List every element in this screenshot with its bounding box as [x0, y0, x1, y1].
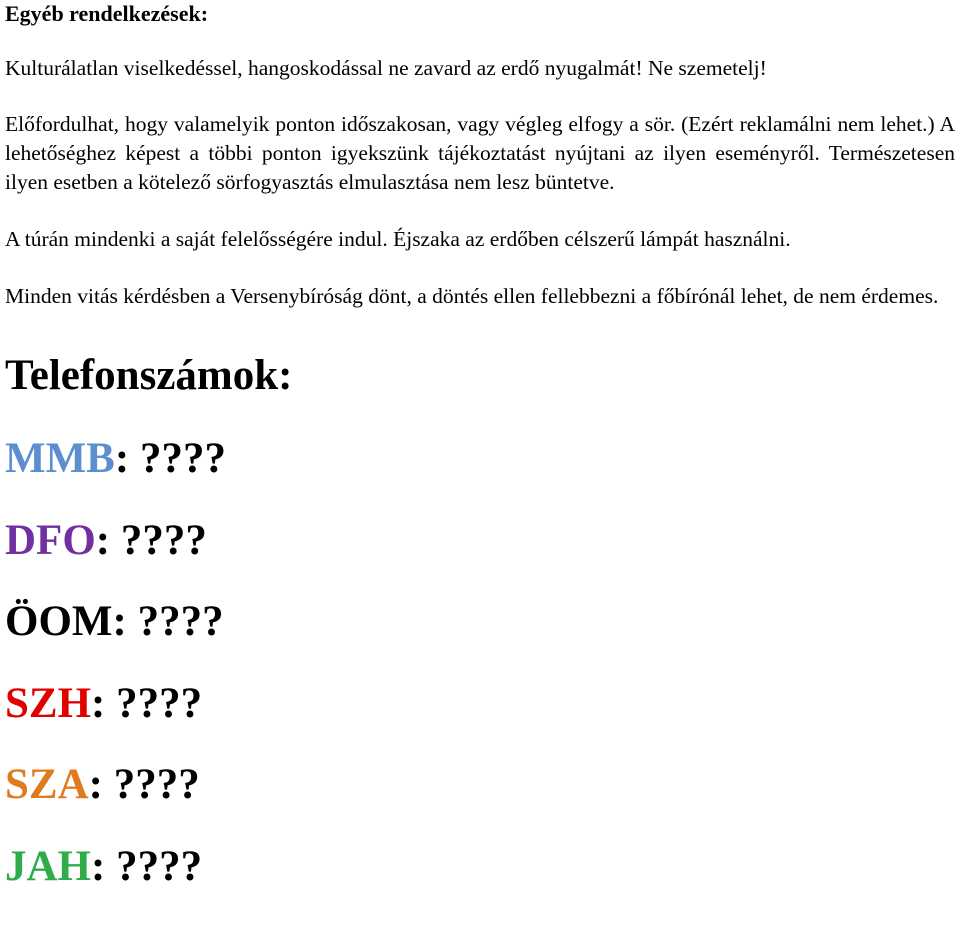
phone-label: SZA: [5, 761, 89, 808]
phone-label: JAH: [5, 842, 91, 890]
phone-label: DFO: [5, 516, 96, 564]
paragraph-behavior: Kulturálatlan viselkedéssel, hangoskodással ne zavard az erdő nyugalmát! Ne szemetelj!: [5, 56, 767, 80]
phone-label: MMB: [5, 435, 115, 482]
phone-row-szh: [5, 679, 955, 729]
phone-separator: :: [95, 516, 111, 564]
phones-title: Telefonszámok:: [5, 352, 293, 399]
phone-row-oom: [5, 597, 955, 647]
phone-number: ????: [126, 598, 224, 645]
document-page: [5, 0, 955, 892]
phone-separator: :: [88, 761, 103, 808]
phone-row-sza: [5, 760, 955, 810]
phone-separator: :: [91, 679, 106, 727]
phone-row-dfo: [5, 516, 955, 566]
phone-separator: :: [112, 598, 127, 645]
phone-number: ????: [105, 842, 203, 890]
phone-number: ????: [102, 761, 200, 808]
phone-number: ????: [110, 516, 207, 564]
phone-row-mmb: [5, 434, 955, 484]
phone-label: ÖOM: [5, 598, 113, 645]
phone-label: SZH: [5, 679, 92, 727]
phone-separator: :: [91, 842, 106, 890]
paragraph-beer-supply: Előfordulhat, hogy valamelyik ponton időszakosan, vagy végleg elfogy a sör. (Ezért reklamálni nem lehet.) A lehetőséghez képest a többi ponton igyekszünk tájékoztatást nyújtani az ilyen eseményről. Természetesen ilyen esetben a kötelező sörfogyasztás elmulasztása nem lesz büntetve.: [5, 112, 955, 194]
paragraph-responsibility: A túrán mindenki a saját felelősségére indul. Éjszaka az erdőben célszerű lámpát használni.: [5, 227, 791, 251]
phone-number: ????: [105, 679, 203, 727]
section-title: Egyéb rendelkezések:: [5, 1, 209, 26]
phone-separator: :: [114, 435, 130, 482]
phone-row-jah: [5, 842, 955, 892]
phone-number: ????: [129, 435, 226, 482]
paragraph-disputes: Minden vitás kérdésben a Versenybíróság dönt, a döntés ellen fellebbezni a főbírónál lehet, de nem érdemes.: [5, 284, 939, 308]
